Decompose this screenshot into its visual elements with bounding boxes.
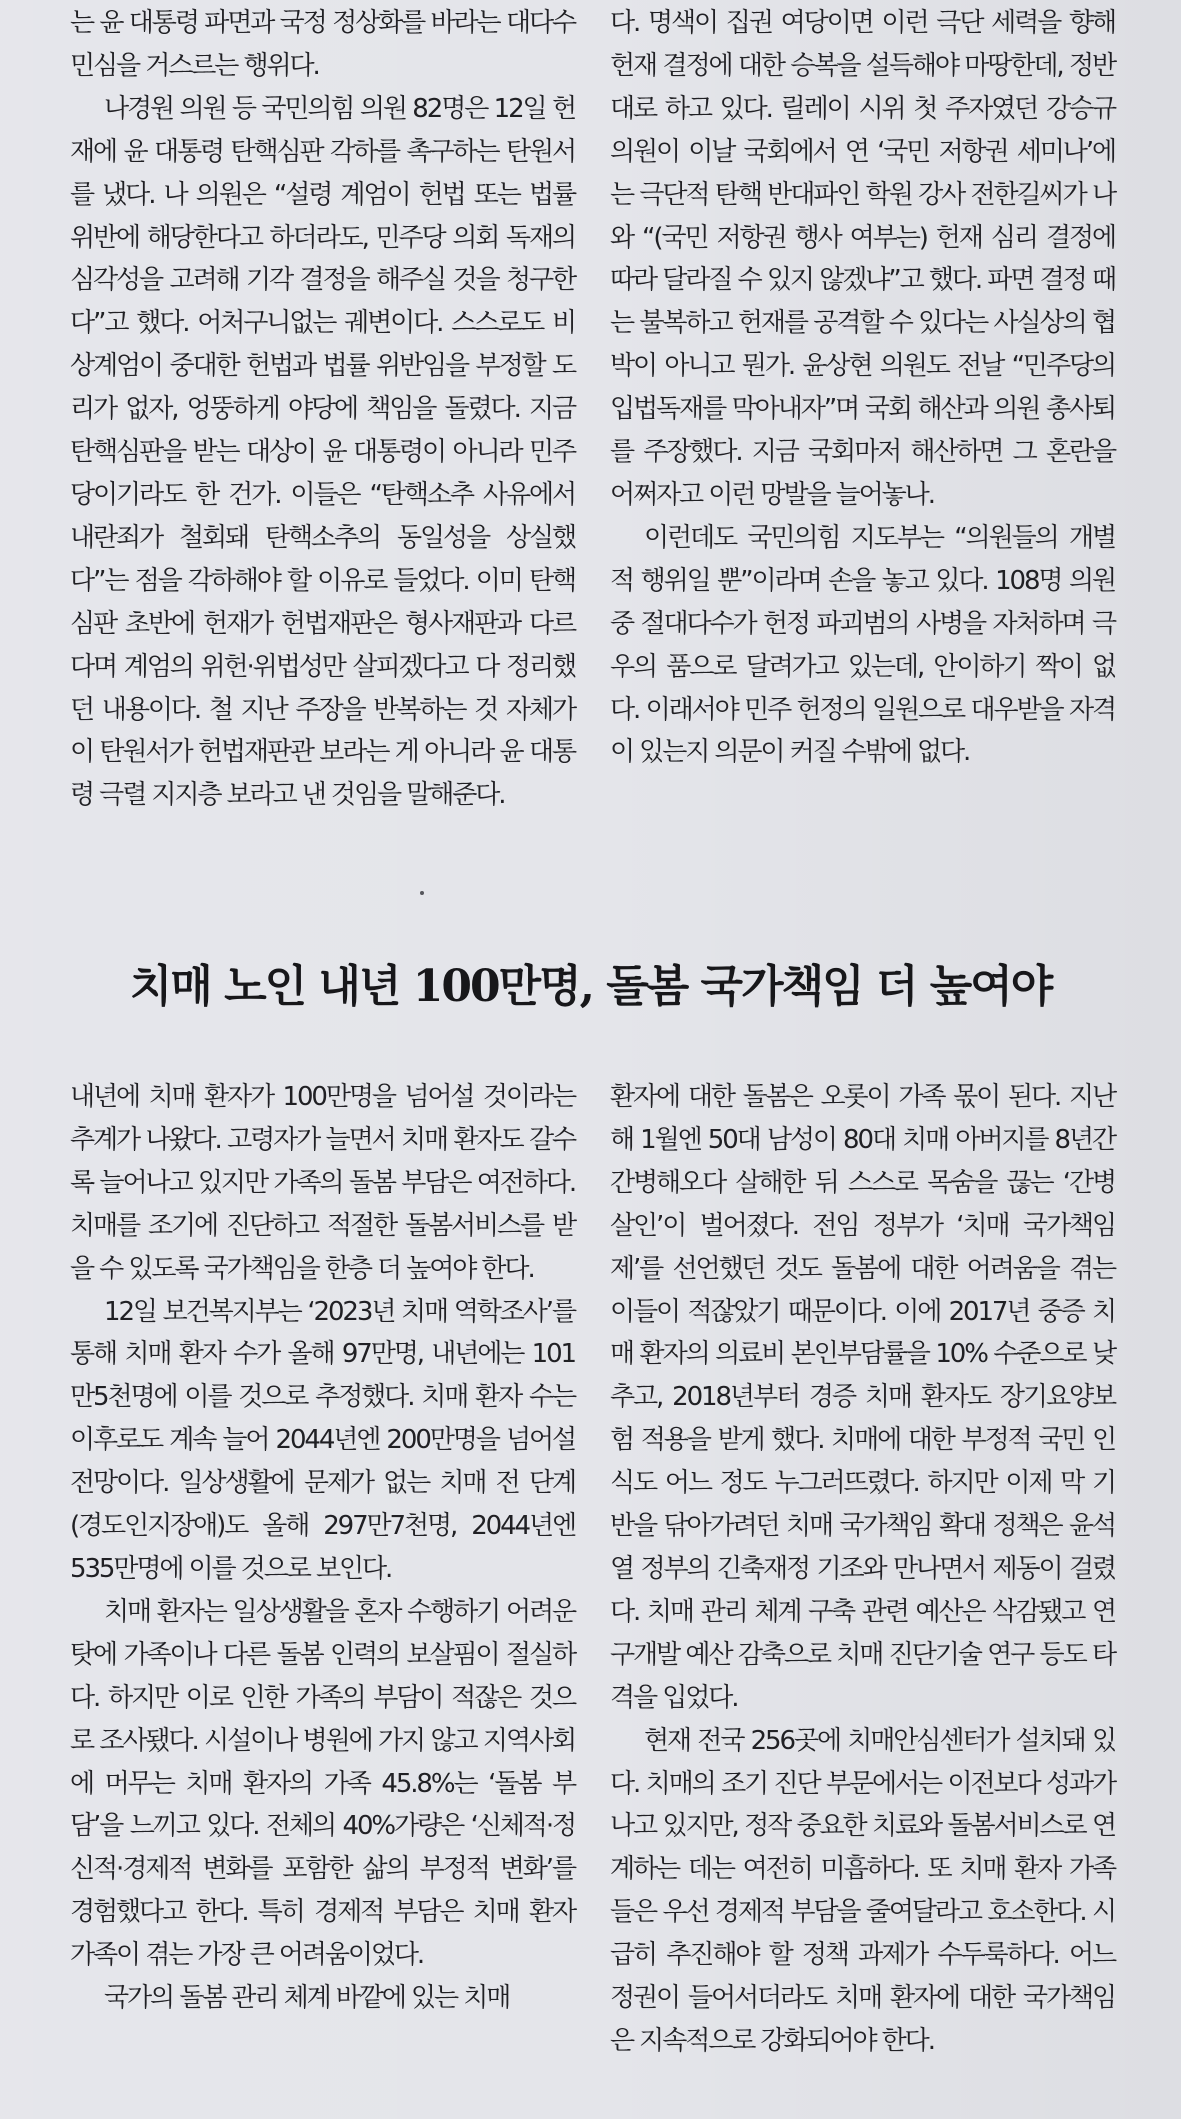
paragraph: 나경원 의원 등 국민의힘 의원 82명은 12일 헌재에 윤 대통령 탄핵심판 각하를 촉구하는 탄원서를 냈다. 나 의원은 “설령 계엄이 헌법 또는 법률 위반에 해당한다고 하더라도, 민주당 의회 독재의 심각성을 고려해 기각 결정을 해주실 것을 청구한다”고 했다. 어처구니없는 궤변이다. 스스로도 비상계엄이 중대한 헌법과 법률 위반임을 부정할 도리가 없자, 엉뚱하게 야당에 책임을 돌렸다. 지금 탄핵심판을 받는 대상이 윤 대통령이 아니라 민주당이기라도 한 건가. 이들은 “탄핵소추 사유에서 내란죄가 철회돼 탄핵소추의 동일성을 상실했다”는 점을 각하해야 할 이유로 들었다. 이미 탄핵심판 초반에 헌재가 헌법재판은 형사재판과 다르다며 계엄의 위헌·위법성만 살피겠다고 다 정리했던 내용이다. 철 지난 주장을 반복하는 것 자체가 이 탄원서가 헌법재판관 보라는 게 아니라 윤 대통령 극렬 지지층 보라고 낸 것임을 말해준다.: [70, 93, 575, 811]
paragraph: 치매 환자는 일상생활을 혼자 수행하기 어려운 탓에 가족이나 다른 돌봄 인력의 보살핌이 절실하다. 하지만 이로 인한 가족의 부담이 적잖은 것으로 조사됐다. 시설이나 병원에 가지 않고 지역사회에 머무는 치매 환자의 가족 45.8%는 ‘돌봄 부담’을 느끼고 있다. 전체의 40%가량은 ‘신체적·정신적·경제적 변화를 포함한 삶의 부정적 변화’를 경험했다고 한다. 특히 경제적 부담은 치매 환자 가족이 겪는 가장 큰 어려움이었다.: [70, 1596, 575, 1971]
top-article-left-column: [70, 2, 575, 817]
paragraph: 이런데도 국민의힘 지도부는 “의원들의 개별적 행위일 뿐”이라며 손을 놓고 있다. 108명 의원 중 절대다수가 헌정 파괴범의 사병을 자처하며 극우의 품으로 달려가고 있는데, 안이하기 짝이 없다. 이래서야 민주 헌정의 일원으로 대우받을 자격이 있는지 의문이 커질 수밖에 없다.: [610, 522, 1115, 768]
top-article-right-column: [610, 2, 1115, 774]
continued-paragraph: 환자에 대한 돌봄은 오롯이 가족 몫이 된다. 지난해 1월엔 50대 남성이 80대 치매 아버지를 8년간 간병해오다 살해한 뒤 스스로 목숨을 끊는 ‘간병 살인’이 벌어졌다. 전임 정부가 ‘치매 국가책임제’를 선언했던 것도 돌봄에 대한 어려움을 겪는 이들이 적잖았기 때문이다. 이에 2017년 중증 치매 환자의 의료비 본인부담률을 10% 수준으로 낮추고, 2018년부터 경증 치매 환자도 장기요양보험 적용을 받게 했다. 치매에 대한 부정적 국민 인식도 어느 정도 누그러뜨렸다. 하지만 이제 막 기반을 닦아가려던 치매 국가책임 확대 정책은 윤석열 정부의 긴축재정 기조와 만나면서 제동이 걸렸다. 치매 관리 체계 구축 관련 예산은 삭감됐고 연구개발 예산 감축으로 치매 진단기술 연구 등도 타격을 입었다.: [610, 1082, 1115, 1713]
continued-paragraph: 내년에 치매 환자가 100만명을 넘어설 것이라는 추계가 나왔다. 고령자가 늘면서 치매 환자도 갈수록 늘어나고 있지만 가족의 돌봄 부담은 여전하다. 치매를 조기에 진단하고 적절한 돌봄서비스를 받을 수 있도록 국가책임을 한층 더 높여야 한다.: [70, 1082, 575, 1284]
paragraph: 12일 보건복지부는 ‘2023년 치매 역학조사’를 통해 치매 환자 수가 올해 97만명, 내년에는 101만5천명에 이를 것으로 추정했다. 치매 환자 수는 이후로도 계속 늘어 2044년엔 200만명을 넘어설 전망이다. 일상생활에 문제가 없는 치매 전 단계(경도인지장애)도 올해 297만7천명, 2044년엔 535만명에 이를 것으로 보인다.: [70, 1296, 575, 1584]
editorial-right-column: [610, 1076, 1115, 2063]
continued-paragraph: 다. 명색이 집권 여당이면 이런 극단 세력을 향해 헌재 결정에 대한 승복을 설득해야 마땅한데, 정반대로 하고 있다. 릴레이 시위 첫 주자였던 강승규 의원이 이날 국회에서 연 ‘국민 저항권 세미나’에는 극단적 탄핵 반대파인 학원 강사 전한길씨가 나와 “(국민 저항권 행사 여부는) 헌재 심리 결정에 따라 달라질 수 있지 않겠냐”고 했다. 파면 결정 때는 불복하고 헌재를 공격할 수 있다는 사실상의 협박이 아니고 뭔가. 윤상현 의원도 전날 “민주당의 입법독재를 막아내자”며 국회 해산과 의원 총사퇴를 주장했다. 지금 국회마저 해산하면 그 혼란을 어쩌자고 이런 망발을 늘어놓나.: [610, 8, 1115, 510]
section-divider-dot: [420, 891, 424, 895]
paragraph: 국가의 돌봄 관리 체계 바깥에 있는 치매: [104, 1983, 510, 2014]
paragraph: 현재 전국 256곳에 치매안심센터가 설치돼 있다. 치매의 조기 진단 부문에서는 이전보다 성과가 나고 있지만, 정작 중요한 치료와 돌봄서비스로 연계하는 데는 여전히 미흡하다. 또 치매 환자 가족들은 우선 경제적 부담을 줄여달라고 호소한다. 시급히 추진해야 할 정책 과제가 수두룩하다. 어느 정권이 들어서더라도 치매 환자에 대한 국가책임은 지속적으로 강화되어야 한다.: [610, 1725, 1115, 2056]
editorial-left-column: [70, 1076, 575, 2020]
editorial-headline: 치매 노인 내년 100만명, 돌봄 국가책임 더 높여야: [129, 961, 1052, 1012]
continued-paragraph: 는 윤 대통령 파면과 국정 정상화를 바라는 대다수 민심을 거스르는 행위다.: [70, 8, 575, 81]
